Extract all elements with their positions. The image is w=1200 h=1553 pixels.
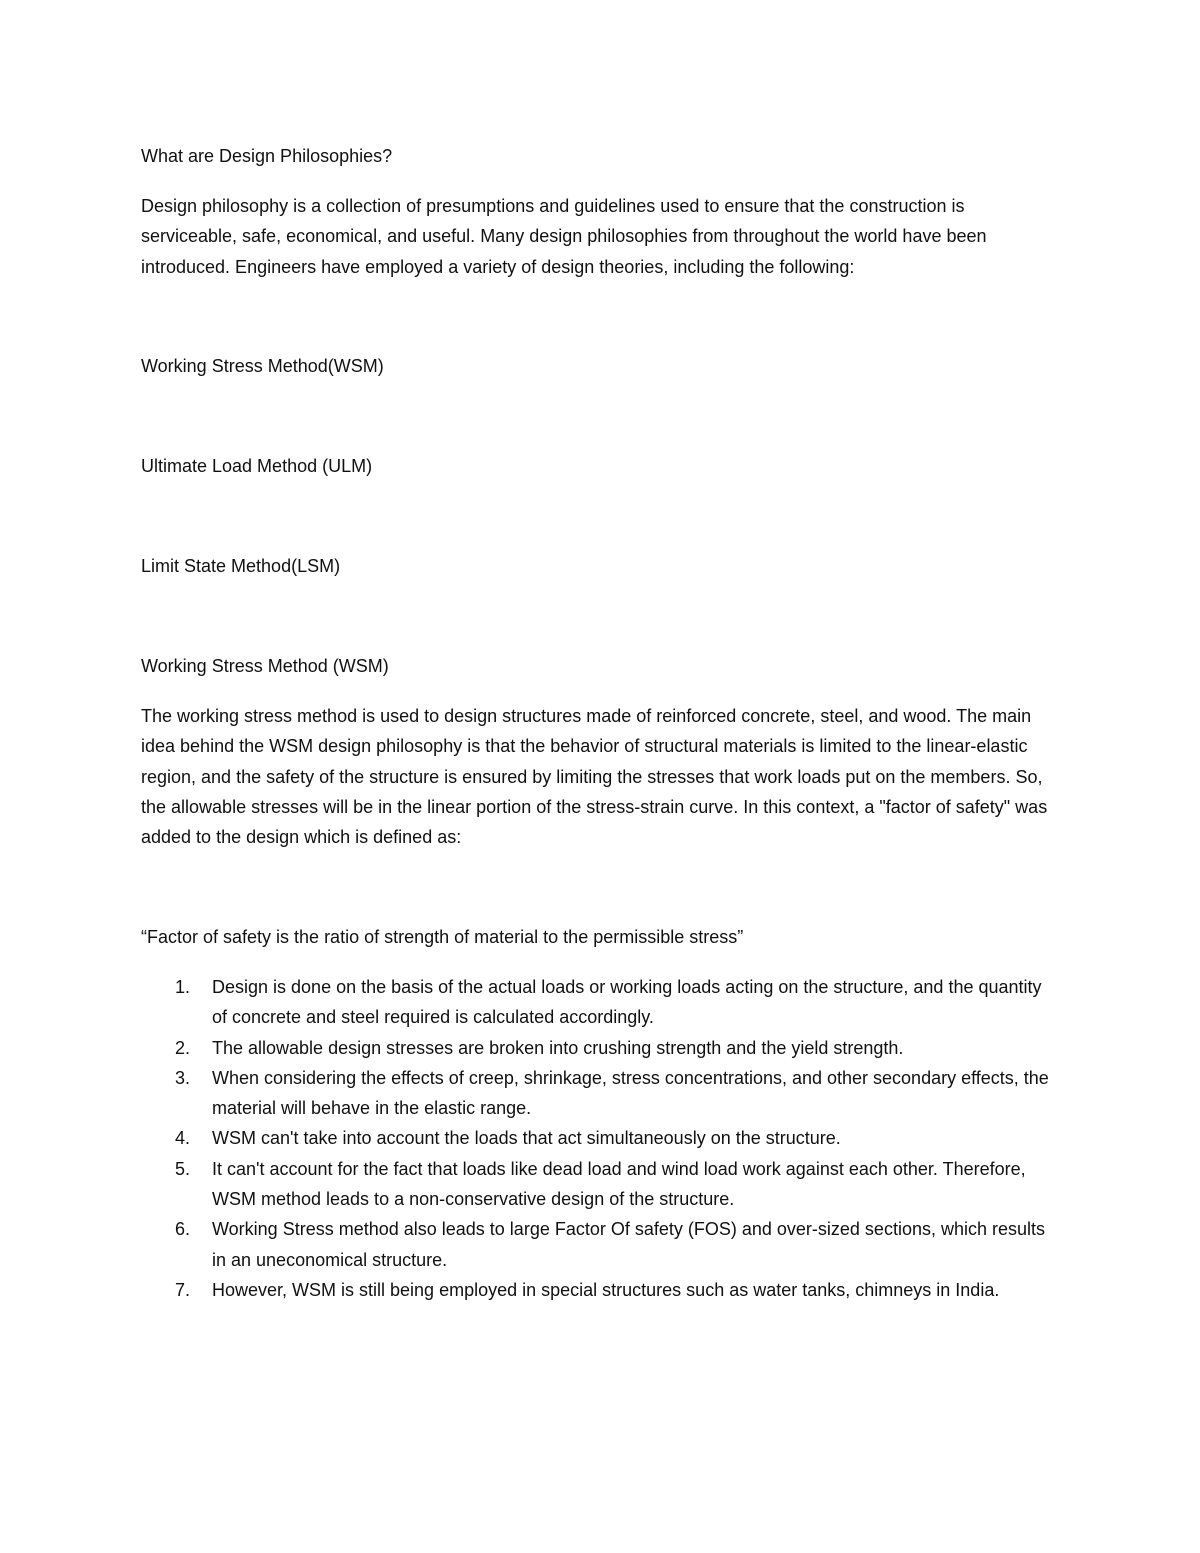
list-item-text: The allowable design stresses are broken into crushing strength and the yield strength.: [212, 1037, 904, 1058]
list-item-number: 5.: [175, 1158, 191, 1179]
list-item-number: 3.: [175, 1067, 191, 1088]
list-item: [141, 1275, 1061, 1305]
list-item: [141, 1154, 1061, 1215]
list-item: [141, 1063, 1061, 1124]
intro-paragraph: Design philosophy is a collection of presumptions and guidelines used to ensure that the construction is serviceable, safe, economical, and useful. Many design philosophies from throughout the world have been introduced. Engineers have employed a variety of design theories, including the following:: [141, 196, 987, 277]
list-item: [141, 1033, 1061, 1063]
wsm-heading: Working Stress Method (WSM): [141, 656, 389, 676]
list-item-text: WSM can't take into account the loads that act simultaneously on the structure.: [212, 1128, 841, 1149]
wsm-points-list: [141, 972, 1061, 1305]
list-item-text: However, WSM is still being employed in special structures such as water tanks, chimneys in India.: [212, 1279, 1000, 1300]
list-item-number: 6.: [175, 1219, 191, 1240]
document-title: What are Design Philosophies?: [141, 146, 393, 166]
list-item-number: 2.: [175, 1037, 191, 1058]
list-item-number: 7.: [175, 1279, 191, 1300]
list-item: [141, 1214, 1061, 1275]
list-item-number: 1.: [175, 977, 191, 997]
factor-of-safety-quote: “Factor of safety is the ratio of strength of material to the permissible stress”: [141, 927, 744, 947]
list-item-text: Working Stress method also leads to large Factor Of safety (FOS) and over-sized sections, which results in an uneconomical structure.: [212, 1219, 1046, 1270]
list-item-text: When considering the effects of creep, shrinkage, stress concentrations, and other secondary effects, the material will behave in the elastic range.: [212, 1067, 1049, 1119]
list-item: [141, 972, 1061, 1033]
list-item-number: 4.: [175, 1128, 191, 1149]
wsm-paragraph: The working stress method is used to design structures made of reinforced concrete, steel, and wood. The main idea behind the WSM design philosophy is that the behavior of structural materials is limited to the linear-elastic region, and the safety of the structure is ensured by limiting the stresses that work loads put on the members. So, the allowable stresses will be in the linear portion of the stress-strain curve. In this context, a "factor of safety" was added to the design which is defined as:: [141, 706, 1048, 848]
method-item-lsm: Limit State Method(LSM): [141, 556, 341, 576]
list-item-text: Design is done on the basis of the actual loads or working loads acting on the structure, and the quantity of concrete and steel required is calculated accordingly.: [212, 977, 1042, 1028]
list-item: [141, 1123, 1061, 1153]
method-item-wsm: Working Stress Method(WSM): [141, 356, 384, 376]
list-item-text: It can't account for the fact that loads like dead load and wind load work against each other. Therefore, WSM method leads to a non-conservative design of the structure.: [212, 1158, 1026, 1210]
method-item-ulm: Ultimate Load Method (ULM): [141, 456, 373, 476]
